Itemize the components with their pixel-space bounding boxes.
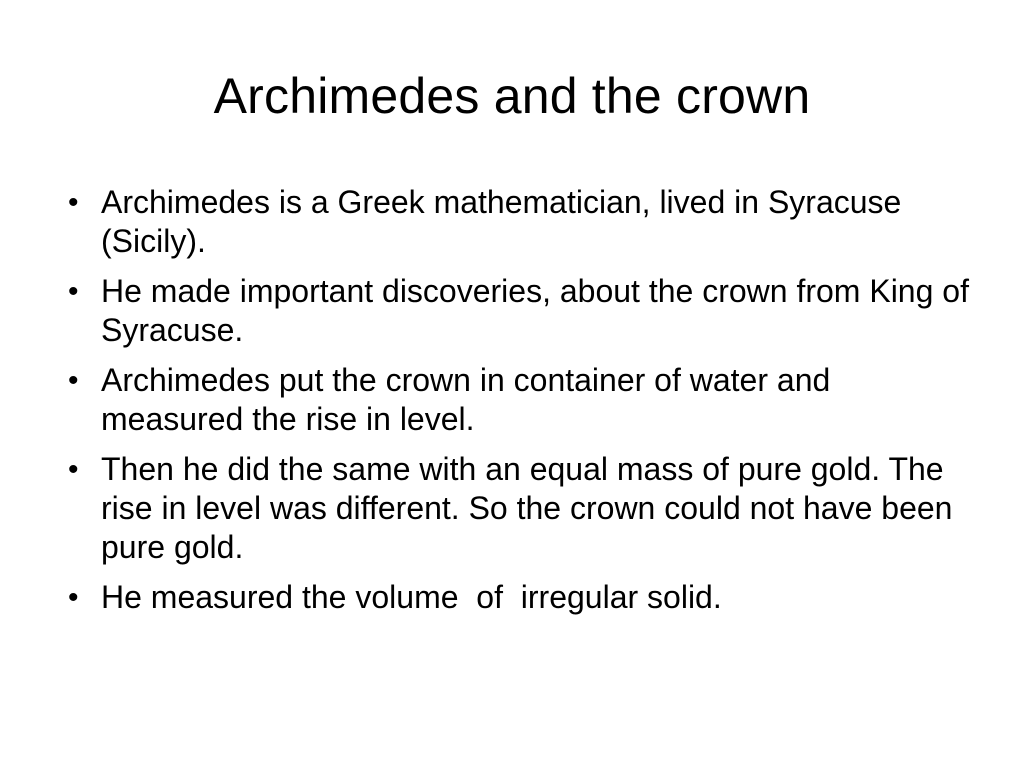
bullet-point-icon: • xyxy=(68,453,79,486)
bullet-point-icon: • xyxy=(68,364,79,397)
bullet-text: Archimedes is a Greek mathematician, lived in Syracuse (Sicily). xyxy=(101,184,911,259)
bullet-item xyxy=(60,578,970,617)
bullet-item xyxy=(60,183,970,261)
slide-title: Archimedes and the crown xyxy=(213,68,811,124)
bullet-text: He made important discoveries, about the crown from King of Syracuse. xyxy=(101,273,978,348)
bullet-list xyxy=(60,183,978,628)
bullet-point-icon: • xyxy=(68,275,79,308)
bullet-item xyxy=(60,361,970,439)
bullet-point-icon: • xyxy=(68,186,79,219)
bullet-text: Archimedes put the crown in container of water and measured the rise in level. xyxy=(101,362,840,437)
bullet-text: He measured the volume of irregular solid. xyxy=(101,579,722,615)
bullet-item xyxy=(60,450,970,567)
bullet-point-icon: • xyxy=(68,581,79,614)
bullet-item xyxy=(60,272,978,350)
bullet-text: Then he did the same with an equal mass of pure gold. The rise in level was different. So the crown could not have been pure gold. xyxy=(101,451,962,565)
